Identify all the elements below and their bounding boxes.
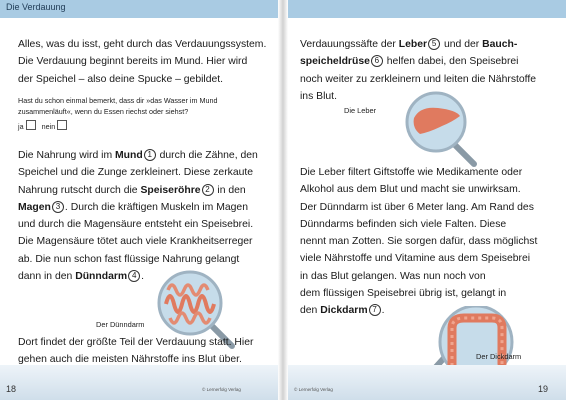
answer-options	[18, 120, 73, 132]
answer-yes-label: ja	[18, 122, 24, 131]
page-right	[288, 18, 566, 400]
outro-paragraph: Dort findet der größte Teil der Verdauung statt. Hier gehen auch die meisten Nährstoffe ins Blut über.	[18, 337, 254, 366]
page-number-left: 18	[6, 384, 17, 394]
caption-large-intestine: Der Dickdarm	[476, 352, 522, 361]
answer-no-label: nein	[41, 122, 56, 131]
term-speiseroehre: Speiseröhre	[140, 184, 201, 196]
term-mund: Mund	[115, 150, 143, 161]
answer-no-checkbox[interactable]	[57, 120, 67, 130]
question-text: Hast du schon einmal bemerkt, dass dir »das Wasser im Mund zusammenläuft«, wenn du Essen riechst oder siehst?	[18, 96, 218, 117]
intro-paragraph: Alles, was du isst, geht durch das Verdauungssystem. Die Verdauung beginnt bereits im Mund. Hier wird der Speichel – also deine Spucke – gebildet.	[18, 39, 267, 85]
number-marker-5: 5	[428, 38, 440, 50]
page-number-right: 19	[538, 384, 549, 394]
intestine-paragraph: Die Leber filtert Giftstoffe wie Medikamente oder Alkohol aus dem Blut und macht sie unwirksam. Der Dünndarm ist über 6 Meter lang. Am Rand des Dünndarms befinden sich viele Falten. Diese nennt man Zotten. Sie sorgen dafür, dass möglichst viele Nährstoffe und Vitamine aus dem Speisebrei in das Blut gelangen. Was nun noch von dem flüssigen Speisebrei übrig ist, gelangt in den Dickdarm 7 .	[300, 167, 538, 317]
number-marker-4: 4	[128, 270, 140, 282]
footer-left	[0, 365, 278, 400]
number-marker-1: 1	[144, 149, 156, 161]
caption-small-intestine: Der Dünndarm	[96, 320, 145, 329]
term-duenndarm: Dünndarm	[75, 271, 128, 283]
page-left	[0, 18, 280, 400]
number-marker-7: 7	[369, 304, 381, 316]
copyright-right: © Lernerfolg Verlag	[294, 387, 333, 392]
copyright-left: © Lernerfolg Verlag	[202, 387, 241, 392]
number-marker-3: 3	[52, 201, 64, 213]
term-magen: Magen	[18, 201, 51, 213]
digestion-paragraph: Die Nahrung wird im Mund 1 durch die Zähne, den Speichel und die Zunge zerkleinert. Diese zerkaute Nahrung rutscht durch die Speiseröhre 2 in den Magen 3 . Durch die kräftigen Muskeln im Magen und durch die Magensäure entsteht ein Speisebrei. Die Magensäure tötet auch viele Krankheitserreger ab. Die nun schon fast flüssige Nahrung gelangt dann in den Dünndarm 4 .	[18, 150, 258, 283]
term-leber: Leber	[398, 39, 428, 50]
number-marker-2: 2	[202, 184, 214, 196]
liver-paragraph: Verdauungssäfte der Leber 5 und der Bauch- speicheldrüse 6 helfen dabei, den Speisebrei noch weiter zu zerkleinern und leiten die Nährstoffe ins Blut.	[300, 39, 537, 102]
term-dickdarm: Dickdarm	[320, 305, 368, 317]
answer-yes-checkbox[interactable]	[26, 120, 36, 130]
section-title: Die Verdauung	[6, 2, 66, 12]
caption-liver: Die Leber	[344, 106, 377, 115]
liver-illustration	[400, 88, 480, 168]
term-bauchspeicheldruese: speicheldrüse	[300, 56, 370, 68]
number-marker-6: 6	[371, 55, 383, 67]
footer-right	[288, 365, 566, 400]
